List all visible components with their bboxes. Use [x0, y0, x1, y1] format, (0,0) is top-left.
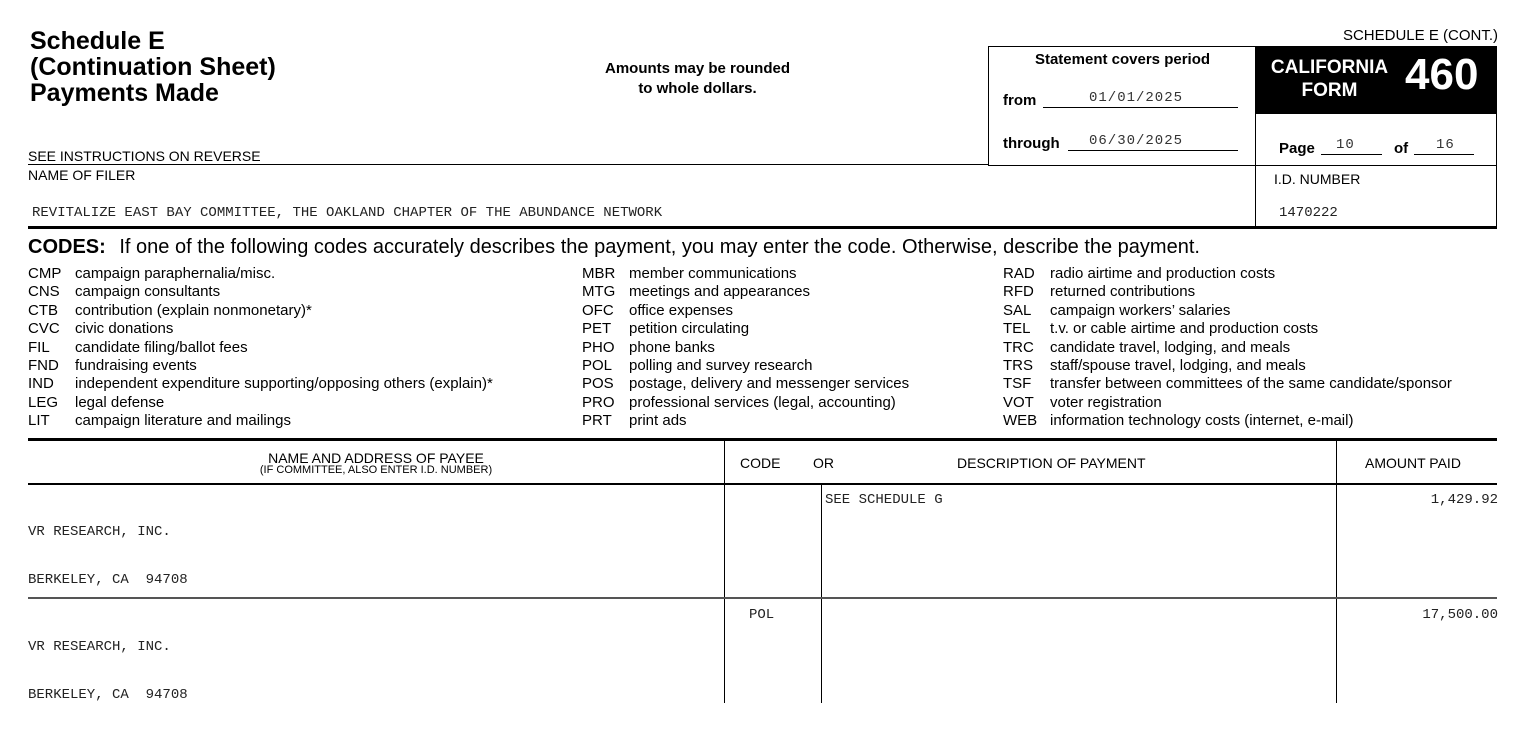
code-item	[1003, 302, 1452, 320]
page-value: 10	[1336, 137, 1355, 153]
id-number-label: I.D. NUMBER	[1274, 171, 1361, 187]
payee-name: VR RESEARCH, INC.	[28, 639, 171, 655]
thick-divider	[28, 226, 1497, 229]
codes-column-1	[28, 265, 493, 431]
column-divider	[1336, 440, 1337, 703]
code-description: radio airtime and production costs	[1050, 265, 1276, 282]
form-label: FORM	[1301, 80, 1358, 101]
code-item	[1003, 320, 1452, 338]
code-item	[582, 375, 909, 393]
title-line-1: Schedule E	[30, 27, 165, 55]
schedule-title	[30, 28, 276, 106]
code-item	[1003, 283, 1452, 301]
payee-name: VR RESEARCH, INC.	[28, 524, 171, 540]
code-description: independent expenditure supporting/opposing others (explain)*	[75, 375, 493, 393]
code-abbreviation: FND	[28, 357, 59, 375]
id-number-box	[1255, 166, 1497, 226]
codes-label: CODES:	[28, 236, 106, 258]
code-abbreviation: PET	[582, 320, 612, 338]
description-header: DESCRIPTION OF PAYMENT	[957, 455, 1146, 471]
form-number: 460	[1405, 50, 1479, 99]
code-description: office expenses	[629, 301, 733, 319]
title-line-3: Payments Made	[30, 79, 219, 107]
code-abbreviation: SAL	[1003, 301, 1032, 319]
page-total-value: 16	[1436, 137, 1455, 153]
code-description: legal defense	[75, 393, 165, 411]
statement-period-box	[988, 46, 1255, 166]
code-abbreviation: TRS	[1003, 357, 1033, 375]
through-label: through	[1003, 135, 1060, 152]
code-description: staff/spouse travel, lodging, and meals	[1050, 357, 1306, 375]
code-item	[28, 375, 493, 393]
code-cell[interactable]: POL	[749, 607, 775, 623]
period-from-row	[1003, 92, 1036, 109]
code-abbreviation: MTG	[582, 283, 616, 301]
from-label: from	[1003, 92, 1037, 109]
code-description: campaign paraphernalia/misc.	[75, 265, 276, 282]
code-description: campaign consultants	[75, 283, 221, 301]
code-item	[582, 283, 909, 301]
code-abbreviation: TRC	[1003, 338, 1034, 356]
through-value: 06/30/2025	[1089, 133, 1184, 149]
code-abbreviation: POL	[582, 357, 613, 375]
code-item	[1003, 412, 1452, 430]
column-divider	[724, 440, 725, 703]
code-item	[582, 412, 909, 430]
or-header: OR	[813, 455, 834, 471]
code-description: polling and survey research	[629, 357, 813, 375]
code-description: t.v. or cable airtime and production costs	[1050, 320, 1319, 338]
code-item	[28, 357, 493, 375]
code-item	[28, 412, 493, 430]
code-abbreviation: OFC	[582, 301, 614, 319]
codes-column-3	[1003, 265, 1452, 431]
from-value: 01/01/2025	[1089, 90, 1184, 106]
rounding-note-line-2: to whole dollars.	[638, 80, 757, 97]
rounding-note	[580, 59, 815, 99]
code-item	[1003, 339, 1452, 357]
code-item	[582, 265, 909, 283]
code-abbreviation: MBR	[582, 265, 616, 282]
payee-address: BERKELEY, CA 94708	[28, 572, 188, 588]
title-line-2: (Continuation Sheet)	[30, 53, 276, 81]
column-divider	[821, 484, 822, 703]
schedule-cont-label: SCHEDULE E (CONT.)	[1342, 27, 1498, 44]
code-item	[582, 394, 909, 412]
instructions-note: SEE INSTRUCTIONS ON REVERSE	[28, 148, 261, 164]
code-item	[1003, 394, 1452, 412]
code-description: returned contributions	[1050, 283, 1196, 301]
code-description: transfer between committees of the same candidate/sponsor	[1050, 375, 1452, 393]
code-description: member communications	[629, 265, 797, 282]
code-abbreviation: LIT	[28, 412, 50, 430]
code-item	[582, 357, 909, 375]
form-460-badge	[1255, 46, 1497, 114]
code-abbreviation: PRO	[582, 393, 615, 411]
page-total-field[interactable]	[1414, 136, 1474, 155]
code-item	[582, 339, 909, 357]
code-description: professional services (legal, accounting)	[629, 393, 896, 411]
thick-divider	[28, 438, 1497, 441]
code-abbreviation: CMP	[28, 265, 62, 282]
code-description: civic donations	[75, 320, 174, 338]
code-description: postage, delivery and messenger services	[629, 375, 910, 393]
code-description: petition circulating	[629, 320, 750, 338]
payee-header-label: NAME AND ADDRESS OF PAYEE	[268, 450, 484, 466]
california-label: CALIFORNIA	[1270, 57, 1389, 78]
code-item	[1003, 357, 1452, 375]
page-field[interactable]	[1321, 136, 1382, 155]
code-description: phone banks	[629, 338, 715, 356]
code-abbreviation: CVC	[28, 320, 60, 338]
code-item	[28, 283, 493, 301]
payee-address: BERKELEY, CA 94708	[28, 687, 188, 703]
description-cell[interactable]: SEE SCHEDULE G	[825, 492, 943, 508]
code-item	[1003, 375, 1452, 393]
code-item	[582, 302, 909, 320]
code-description: fundraising events	[75, 357, 197, 375]
code-abbreviation: PRT	[582, 412, 612, 430]
row-divider	[28, 597, 1497, 599]
code-description: voter registration	[1050, 393, 1162, 411]
id-number-value[interactable]: 1470222	[1279, 205, 1338, 221]
divider-line	[28, 164, 988, 165]
code-abbreviation: RFD	[1003, 283, 1034, 301]
period-through-row	[1003, 135, 1060, 152]
rounding-note-line-1: Amounts may be rounded	[604, 60, 791, 77]
payee-cell[interactable]	[28, 607, 188, 735]
code-description: meetings and appearances	[629, 283, 810, 301]
payee-cell[interactable]	[28, 492, 188, 620]
california-form-label	[1267, 56, 1392, 102]
from-field[interactable]	[1043, 89, 1238, 108]
code-description: information technology costs (internet, e-mail)	[1050, 412, 1354, 430]
codes-header	[28, 236, 1200, 259]
payee-header-sublabel: (IF COMMITTEE, ALSO ENTER I.D. NUMBER)	[259, 464, 493, 476]
amount-cell[interactable]: 1,429.92	[1430, 492, 1498, 508]
code-item	[582, 320, 909, 338]
code-abbreviation: CTB	[28, 301, 58, 319]
code-description: campaign workers’ salaries	[1050, 301, 1231, 319]
code-abbreviation: VOT	[1003, 393, 1034, 411]
filer-name-label: NAME OF FILER	[28, 167, 136, 183]
code-item	[28, 339, 493, 357]
of-label: of	[1394, 140, 1409, 157]
code-description: candidate travel, lodging, and meals	[1050, 338, 1291, 356]
code-header: CODE	[740, 455, 781, 471]
code-item	[28, 394, 493, 412]
header-divider	[28, 483, 1497, 485]
code-abbreviation: FIL	[28, 338, 50, 356]
filer-name-value[interactable]: REVITALIZE EAST BAY COMMITTEE, THE OAKLAND CHAPTER OF THE ABUNDANCE NETWORK	[32, 205, 663, 221]
code-abbreviation: WEB	[1003, 412, 1038, 430]
codes-intro: If one of the following codes accurately describes the payment, you may enter the code. Otherwise, describe the payment.	[119, 236, 1200, 258]
code-abbreviation: LEG	[28, 393, 59, 411]
code-description: contribution (explain nonmonetary)*	[75, 301, 312, 319]
code-description: candidate filing/ballot fees	[75, 338, 248, 356]
code-description: campaign literature and mailings	[75, 412, 291, 430]
through-field[interactable]	[1068, 132, 1238, 151]
page-box	[1255, 114, 1497, 166]
code-item	[1003, 265, 1452, 283]
code-description: print ads	[629, 412, 687, 430]
code-abbreviation: PHO	[582, 338, 615, 356]
code-item	[28, 265, 493, 283]
code-abbreviation: TEL	[1003, 320, 1031, 338]
code-abbreviation: CNS	[28, 283, 60, 301]
code-abbreviation: TSF	[1003, 375, 1032, 393]
amount-header: AMOUNT PAID	[1365, 455, 1461, 471]
code-abbreviation: POS	[582, 375, 614, 393]
code-item	[28, 302, 493, 320]
amount-cell[interactable]: 17,500.00	[1422, 607, 1498, 623]
page-label: Page	[1279, 140, 1315, 157]
period-title: Statement covers period	[1034, 51, 1211, 68]
payee-header	[28, 450, 724, 476]
code-item	[28, 320, 493, 338]
code-abbreviation: IND	[28, 375, 54, 393]
code-abbreviation: RAD	[1003, 265, 1035, 282]
codes-column-2	[582, 265, 909, 431]
